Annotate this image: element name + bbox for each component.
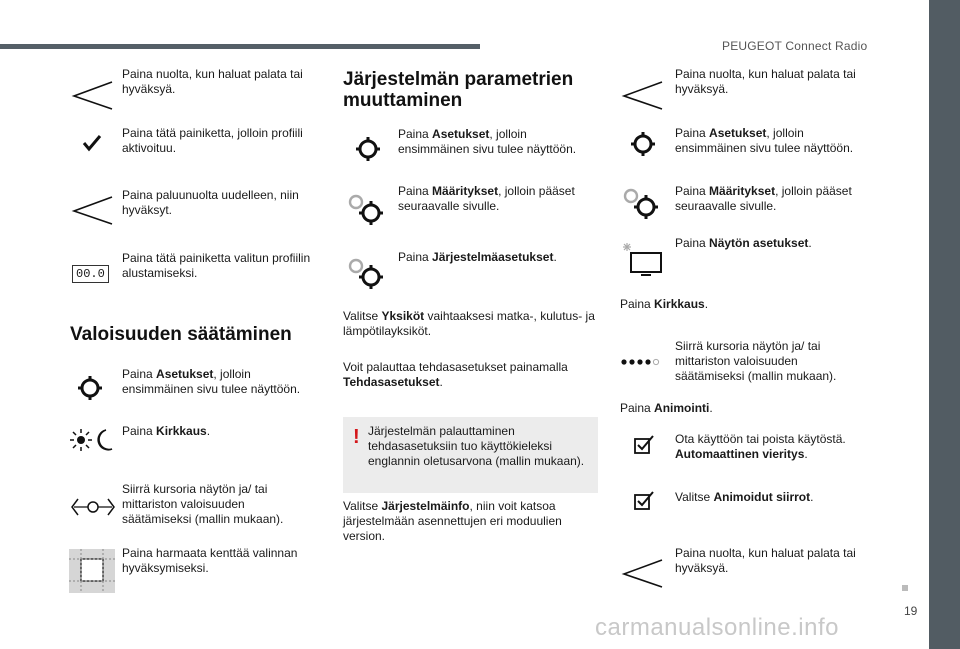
arrow-back-icon (620, 558, 664, 588)
warning-text: Järjestelmän palauttaminen tehdasasetuksiin tuo käyttökieleksi englannin oletusarvona (mallin mukaan). (368, 424, 585, 468)
col2-paragraph: Valitse Järjestelmäinfo, niin voit katsoa järjestelmään asennettujen eri moduulien version. (343, 499, 562, 543)
col1-item-text: Paina nuolta, kun haluat palata tai hyväksyä. (122, 67, 303, 96)
gear-icon (77, 375, 103, 401)
monitor-icon (621, 243, 663, 277)
col3-item-text: Siirrä kursoria näytön ja/ tai mittariston valoisuuden säätämiseksi (mallin mukaan). (675, 339, 837, 383)
checkbox-icon (633, 434, 655, 456)
check-icon (82, 134, 102, 152)
dots-slider-icon (620, 357, 660, 367)
col1-item-text: Paina Asetukset, jolloin ensimmäinen sivu tulee näyttöön. (122, 367, 301, 396)
arrow-back-icon (620, 80, 664, 110)
warning-icon: ! (353, 426, 360, 448)
col1-item-text: Siirrä kursoria näytön ja/ tai mittariston valoisuuden säätämiseksi (mallin mukaan). (122, 482, 284, 526)
header-title: PEUGEOT Connect Radio (722, 39, 868, 53)
col2-item-text: Paina Järjestelmäasetukset. (398, 250, 557, 264)
col3-paragraph: Paina Animointi. (620, 401, 713, 415)
col3-item-text: Paina nuolta, kun haluat palata tai hyväksyä. (675, 546, 856, 575)
double-gear-icon (345, 192, 385, 226)
watermark: carmanualsonline.info (595, 614, 839, 641)
col1-item-text: Paina harmaata kenttää valinnan hyväksymiseksi. (122, 546, 298, 575)
col3-paragraph: Paina Kirkkaus. (620, 297, 709, 311)
page-number: 19 (904, 604, 918, 618)
gear-icon (355, 136, 381, 162)
col1-item-text: Paina tätä painiketta, jolloin profiili aktivoituu. (122, 126, 303, 155)
double-gear-icon (620, 186, 660, 220)
display-readout: 00.0 (72, 265, 109, 283)
col2-paragraph: Valitse Yksiköt vaihtaaksesi matka-, kulutus- ja lämpötilayksiköt. (343, 309, 595, 338)
double-gear-icon (345, 256, 385, 290)
col2-paragraph: Voit palauttaa tehdasasetukset painamalla Tehdasasetukset. (343, 360, 568, 389)
section-title: Valoisuuden säätäminen (70, 324, 292, 345)
warning-box (343, 417, 598, 493)
side-tab (929, 0, 960, 649)
arrow-back-icon (70, 80, 114, 110)
col3-item-text: Paina Määritykset, jolloin pääset seuraavalle sivulle. (675, 184, 852, 213)
page-marker (902, 585, 908, 591)
header-bar (0, 44, 480, 49)
slider-icon (70, 497, 116, 517)
col3-item-text: Ota käyttöön tai poista käytöstä. Automaattinen vieritys. (675, 432, 846, 461)
col2-item-text: Paina Määritykset, jolloin pääset seuraavalle sivulle. (398, 184, 575, 213)
checkbox-icon (633, 490, 655, 512)
col3-item-text: Paina nuolta, kun haluat palata tai hyväksyä. (675, 67, 856, 96)
section-title: Järjestelmän parametrien muuttaminen (343, 69, 574, 111)
gear-icon (630, 131, 656, 157)
col1-item-text: Paina Kirkkaus. (122, 424, 211, 438)
brightness-icon (70, 427, 114, 453)
col3-item-text: Paina Asetukset, jolloin ensimmäinen sivu tulee näyttöön. (675, 126, 854, 155)
col1-item-text: Paina tätä painiketta valitun profiilin alustamiseksi. (122, 251, 311, 280)
col3-item-text: Valitse Animoidut siirrot. (675, 490, 814, 504)
col1-item-text: Paina paluunuolta uudelleen, niin hyväksyt. (122, 188, 299, 217)
grey-field-icon (69, 549, 115, 593)
col2-item-text: Paina Asetukset, jolloin ensimmäinen sivu tulee näyttöön. (398, 127, 577, 156)
col3-item-text: Paina Näytön asetukset. (675, 236, 812, 250)
arrow-back-icon (70, 195, 114, 225)
